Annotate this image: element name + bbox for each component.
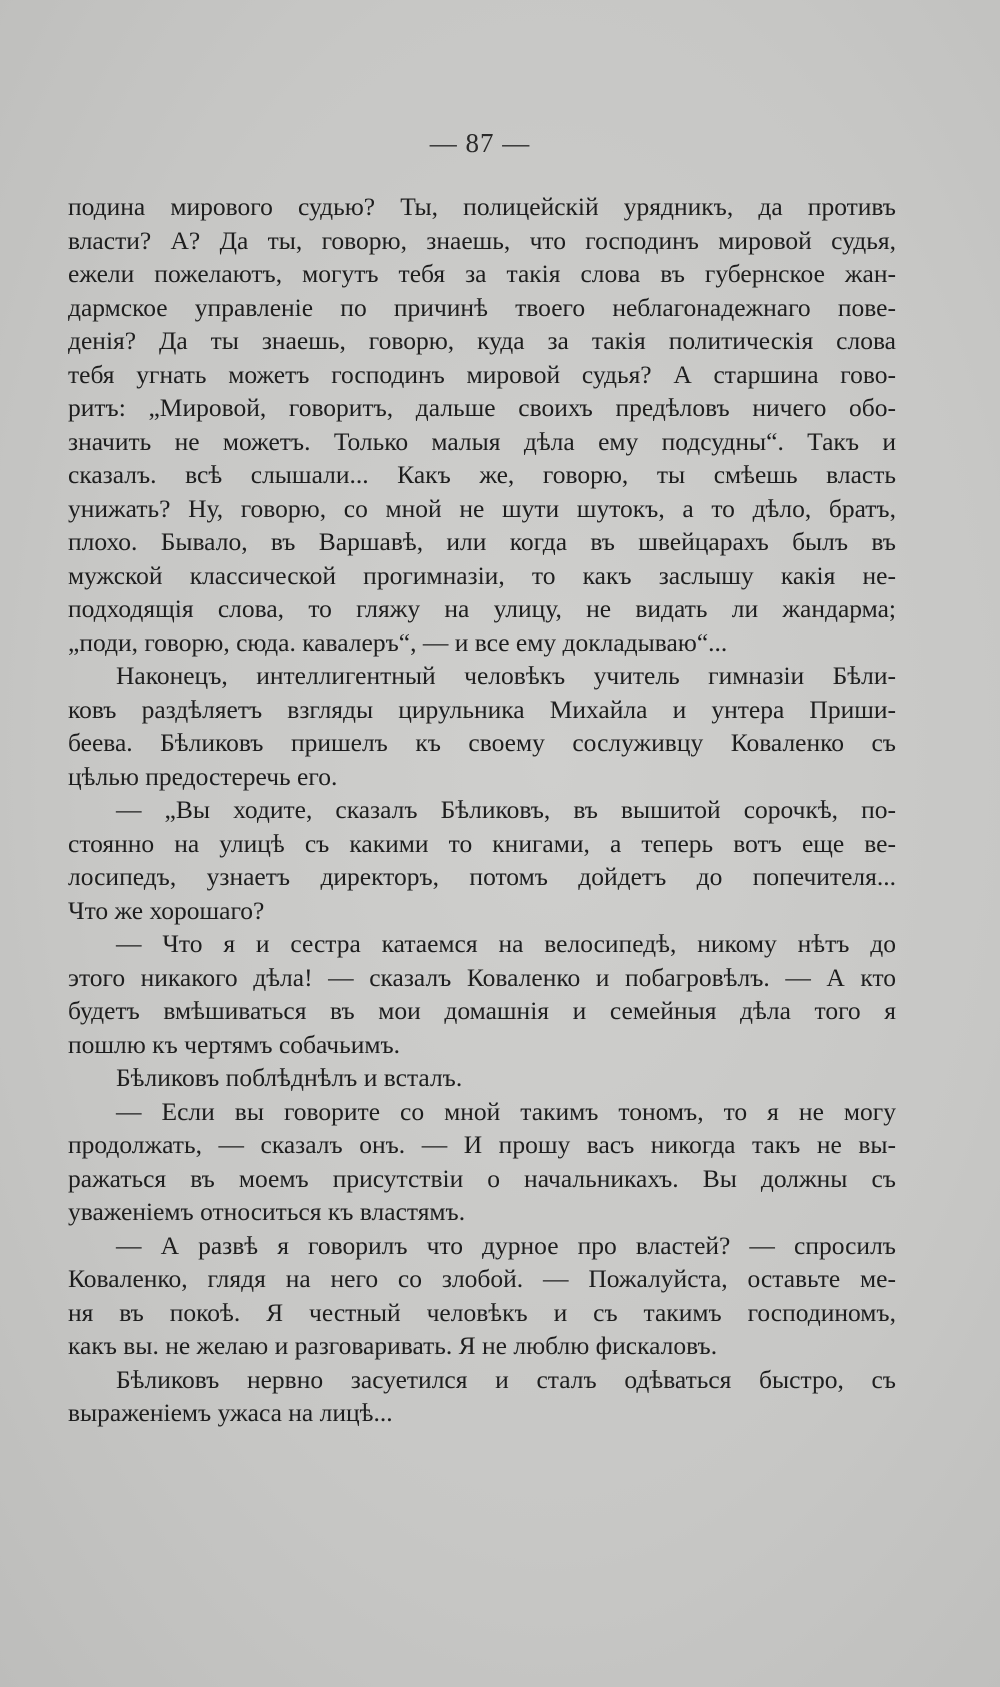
text-line: ня въ покоѣ. Я честный человѣкъ и съ такимъ господиномъ, <box>68 1297 896 1327</box>
text-line: значить не можетъ. Только малыя дѣла ему подсудны“. Такъ и <box>68 426 896 456</box>
text-line: какъ вы. не желаю и разговаривать. Я не люблю фискаловъ. <box>68 1331 718 1360</box>
text-line: дармское управленіе по причинѣ твоего неблагонадежнаго пове- <box>68 292 896 322</box>
text-line: цѣлью предостеречь его. <box>68 761 338 791</box>
text-line: выраженіемъ ужаса на лицѣ... <box>68 1398 393 1427</box>
text-line: уваженіемъ относиться къ властямъ. <box>68 1197 466 1226</box>
text-line: стоянно на улицѣ съ какими то книгами, а теперь вотъ еще ве- <box>68 828 896 858</box>
text-line: пошлю къ чертямъ собачьимъ. <box>68 1029 401 1059</box>
text-line: этого никакого дѣла! — сказалъ Коваленко и побагровѣлъ. — А кто <box>68 962 896 992</box>
text-line: Бѣликовъ нервно засуетился и сталъ одѣваться быстро, съ <box>116 1364 896 1394</box>
text-line: подина мирового судью? Ты, полицейскій урядникъ, да противъ <box>68 192 896 221</box>
page-number: — 87 — <box>429 128 531 158</box>
text-line: беева. Бѣликовъ пришелъ къ своему сослуживцу Коваленко съ <box>68 728 896 757</box>
text-line: ковъ раздѣляетъ взгляды цирульника Михайла и унтера Приши- <box>68 694 896 724</box>
text-line: — Если вы говорите со мной такимъ тономъ, то я не могу <box>116 1096 896 1126</box>
text-line: подходящія слова, то гляжу на улицу, не видать ли жандарма; <box>68 594 896 623</box>
text-line: — „Вы ходите, сказалъ Бѣликовъ, въ вышитой сорочкѣ, по- <box>116 795 896 824</box>
text-line: плохо. Бывало, въ Варшавѣ, или когда въ швейцарахъ былъ въ <box>68 527 896 556</box>
text-line: лосипедъ, узнаетъ директоръ, потомъ дойдетъ до попечителя... <box>68 862 896 891</box>
text-line: ражаться въ моемъ присутствіи о начальникахъ. Вы должны съ <box>68 1163 896 1193</box>
text-line: будетъ вмѣшиваться въ мои домашнія и семейныя дѣла того я <box>68 996 896 1025</box>
text-line: сказалъ. всѣ слышали... Какъ же, говорю, ты смѣешь власть <box>68 460 896 489</box>
text-line: денія? Да ты знаешь, говорю, куда за такія политическія слова <box>68 326 896 355</box>
text-line: — А развѣ я говорилъ что дурное про властей? — спросилъ <box>116 1230 896 1260</box>
body-text <box>68 190 896 1430</box>
text-line: — Что я и сестра катаемся на велосипедѣ, никому нѣтъ до <box>116 929 896 958</box>
text-line: мужской классической прогимназіи, то какъ заслышу какія не- <box>68 560 896 590</box>
text-line: Коваленко, глядя на него со злобой. — Пожалуйста, оставьте ме- <box>68 1264 896 1293</box>
text-line: Наконецъ, интеллигентный человѣкъ учитель гимназіи Бѣли- <box>116 661 896 690</box>
text-line: унижать? Ну, говорю, со мной не шути шутокъ, а то дѣло, братъ, <box>68 493 896 523</box>
text-line: продолжать, — сказалъ онъ. — И прошу васъ никогда такъ не вы- <box>68 1130 896 1159</box>
text-line: „поди, говорю, сюда. кавалеръ“, — и все ему докладываю“... <box>68 627 728 657</box>
text-line: власти? А? Да ты, говорю, знаешь, что господинъ мировой судья, <box>68 225 896 255</box>
text-line: тебя угнать можетъ господинъ мировой судья? А старшина гово- <box>68 359 896 389</box>
text-line: ежели пожелаютъ, могутъ тебя за такія слова въ губернское жан- <box>68 259 896 288</box>
text-line: Бѣликовъ поблѣднѣлъ и всталъ. <box>116 1063 463 1092</box>
text-line: ритъ: „Мировой, говоритъ, дальше своихъ предѣловъ ничего обо- <box>68 393 896 422</box>
text-line: Что же хорошаго? <box>68 895 265 925</box>
